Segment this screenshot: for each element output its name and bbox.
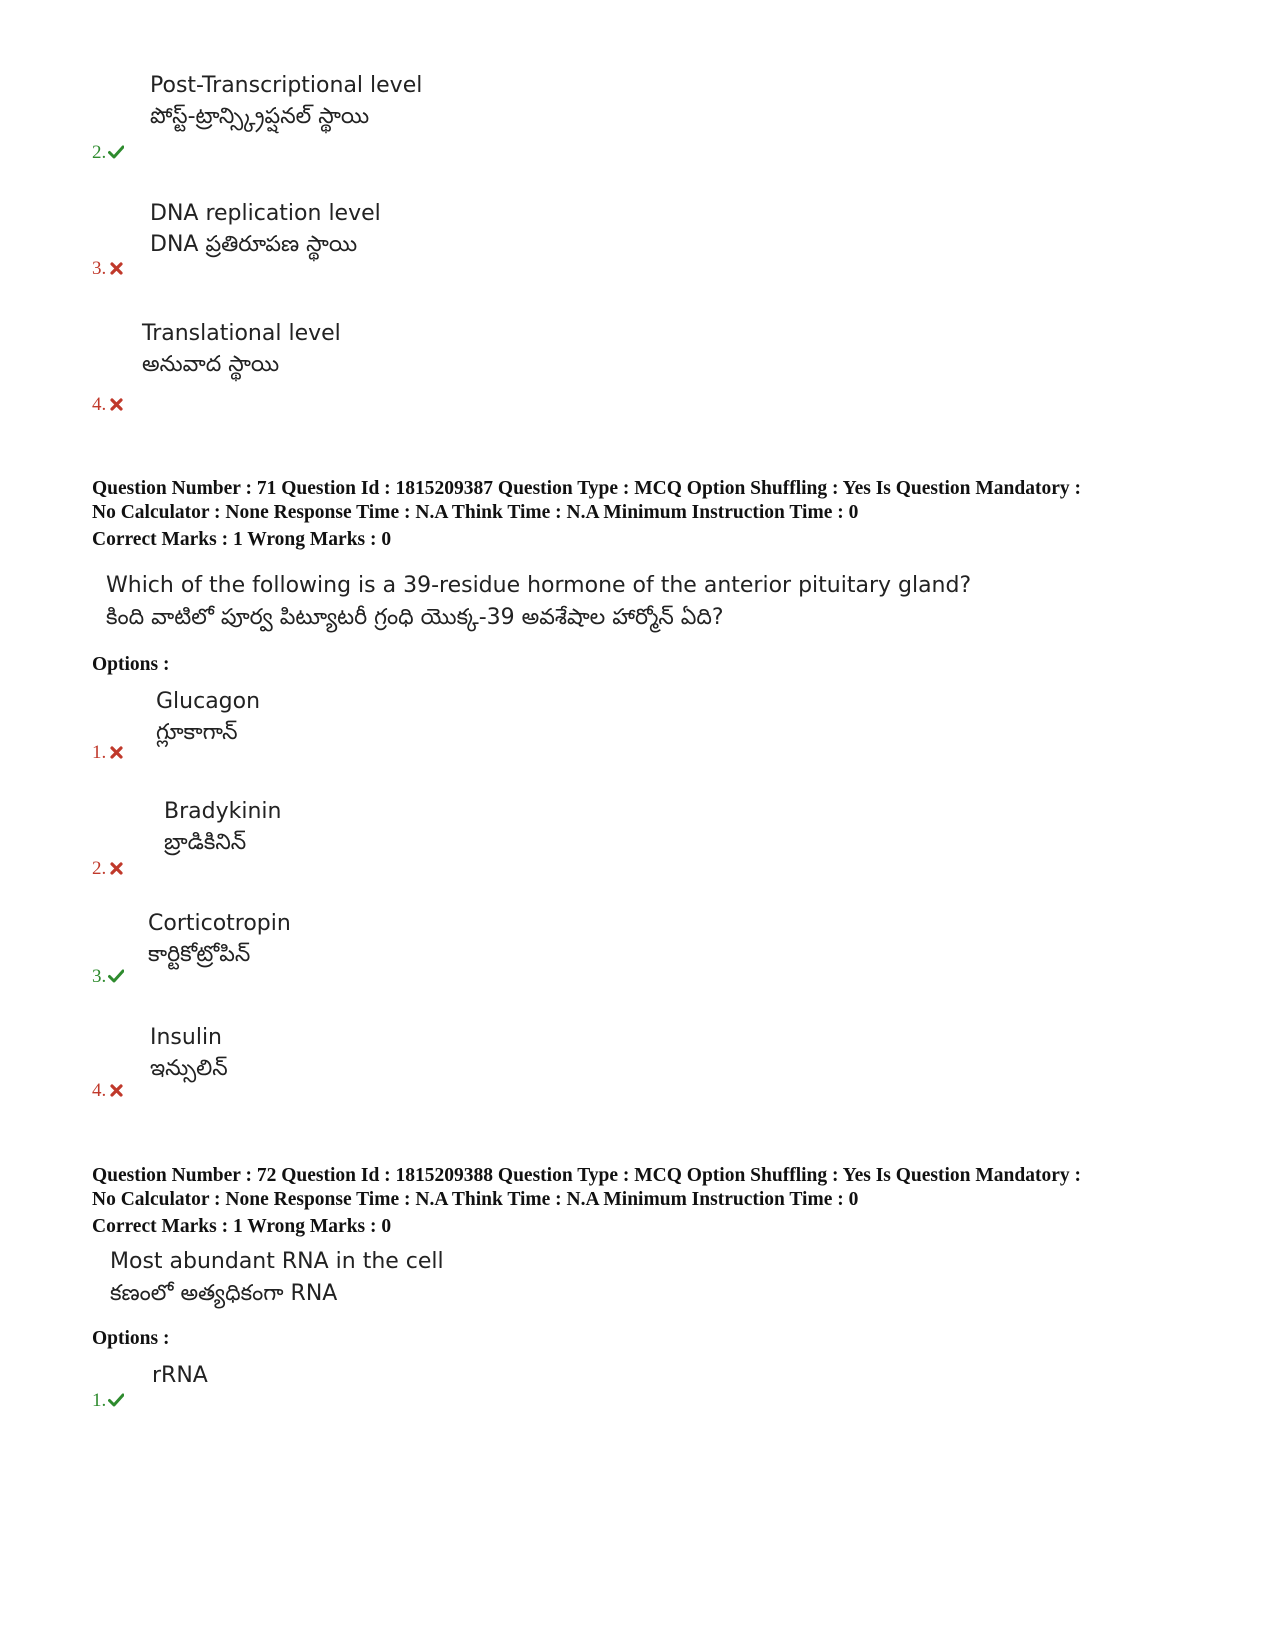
- option-image-prev-3: [150, 198, 381, 260]
- option-text-te: ఇన్సులిన్: [150, 1056, 228, 1081]
- option-number: 4.: [92, 394, 107, 415]
- option-image-71-3: [148, 908, 291, 970]
- option-number: 2.: [92, 142, 107, 163]
- option-text-en: rRNA: [152, 1363, 208, 1388]
- option-number-prev-3: [92, 258, 123, 280]
- option-image-71-2: [164, 796, 281, 858]
- question-71-image: [106, 570, 971, 634]
- question-72-meta: [92, 1164, 1081, 1212]
- option-number-71-4: [92, 1080, 123, 1102]
- option-text-te: అనువాద స్థాయి: [142, 352, 280, 377]
- option-text-en: Bradykinin: [164, 799, 282, 824]
- correct-check-icon: [108, 1392, 124, 1408]
- option-number-prev-4: [92, 394, 123, 416]
- wrong-cross-icon: [110, 262, 123, 275]
- option-text-en: DNA replication level: [150, 201, 381, 226]
- option-text-en: Translational level: [142, 321, 341, 346]
- option-text-en: Corticotropin: [148, 911, 291, 936]
- option-text-en: Glucagon: [156, 689, 261, 714]
- option-number: 1.: [92, 1390, 107, 1411]
- question-meta-line2: No Calculator : None Response Time : N.A Think Time : N.A Minimum Instruction Time : 0: [92, 502, 859, 523]
- option-image-72-1: [152, 1360, 208, 1391]
- wrong-cross-icon: [110, 746, 123, 759]
- question-text-te: కణంలో అత్యధికంగా RNA: [110, 1281, 338, 1306]
- question-72-image: [110, 1246, 444, 1310]
- wrong-cross-icon: [110, 398, 123, 411]
- option-number: 1.: [92, 742, 107, 763]
- option-text-te: DNA ప్రతిరూపణ స్థాయి: [150, 232, 358, 257]
- option-number: 3.: [92, 966, 107, 987]
- option-number-71-1: [92, 742, 123, 764]
- question-72-marks: Correct Marks : 1 Wrong Marks : 0: [92, 1216, 392, 1237]
- option-text-en: Insulin: [150, 1025, 223, 1050]
- question-meta-line2: No Calculator : None Response Time : N.A Think Time : N.A Minimum Instruction Time : 0: [92, 1189, 859, 1210]
- question-text-en: Which of the following is a 39-residue hormone of the anterior pituitary gland?: [106, 573, 972, 598]
- option-text-te: బ్రాడికినిన్: [164, 830, 247, 855]
- option-image-71-4: [150, 1022, 228, 1084]
- option-image-prev-2: [150, 70, 422, 132]
- option-text-te: కార్టికోట్రోపిన్: [148, 942, 251, 967]
- option-text-te: పోస్ట్-ట్రాన్స్క్రిప్షనల్ స్థాయి: [150, 104, 370, 129]
- option-number-prev-2: [92, 142, 124, 164]
- question-meta-line1: Question Number : 72 Question Id : 1815209388 Question Type : MCQ Option Shuffling : Yes Is Question Mandatory :: [92, 1165, 1081, 1186]
- option-image-71-1: [156, 686, 260, 748]
- option-text-en: Post-Transcriptional level: [150, 73, 423, 98]
- options-label: Options :: [92, 1328, 170, 1349]
- option-number-72-1: [92, 1390, 124, 1412]
- question-meta-line1: Question Number : 71 Question Id : 1815209387 Question Type : MCQ Option Shuffling : Yes Is Question Mandatory :: [92, 478, 1081, 499]
- question-text-en: Most abundant RNA in the cell: [110, 1249, 444, 1274]
- option-text-te: గ్లూకాగాన్: [156, 720, 238, 745]
- correct-check-icon: [108, 968, 124, 984]
- question-71-marks: Correct Marks : 1 Wrong Marks : 0: [92, 529, 392, 550]
- option-image-prev-4: [142, 318, 341, 380]
- correct-check-icon: [108, 144, 124, 160]
- option-number: 4.: [92, 1080, 107, 1101]
- option-number-71-3: [92, 966, 124, 988]
- question-71-meta: [92, 477, 1081, 525]
- question-text-te: కింది వాటిలో పూర్వ పిట్యూటరీ గ్రంధి యొక్క-39 అవశేషాల హార్మోన్ ఏది?: [106, 605, 724, 630]
- option-number-71-2: [92, 858, 123, 880]
- option-number: 2.: [92, 858, 107, 879]
- wrong-cross-icon: [110, 1084, 123, 1097]
- wrong-cross-icon: [110, 862, 123, 875]
- option-number: 3.: [92, 258, 107, 279]
- options-label: Options :: [92, 654, 170, 675]
